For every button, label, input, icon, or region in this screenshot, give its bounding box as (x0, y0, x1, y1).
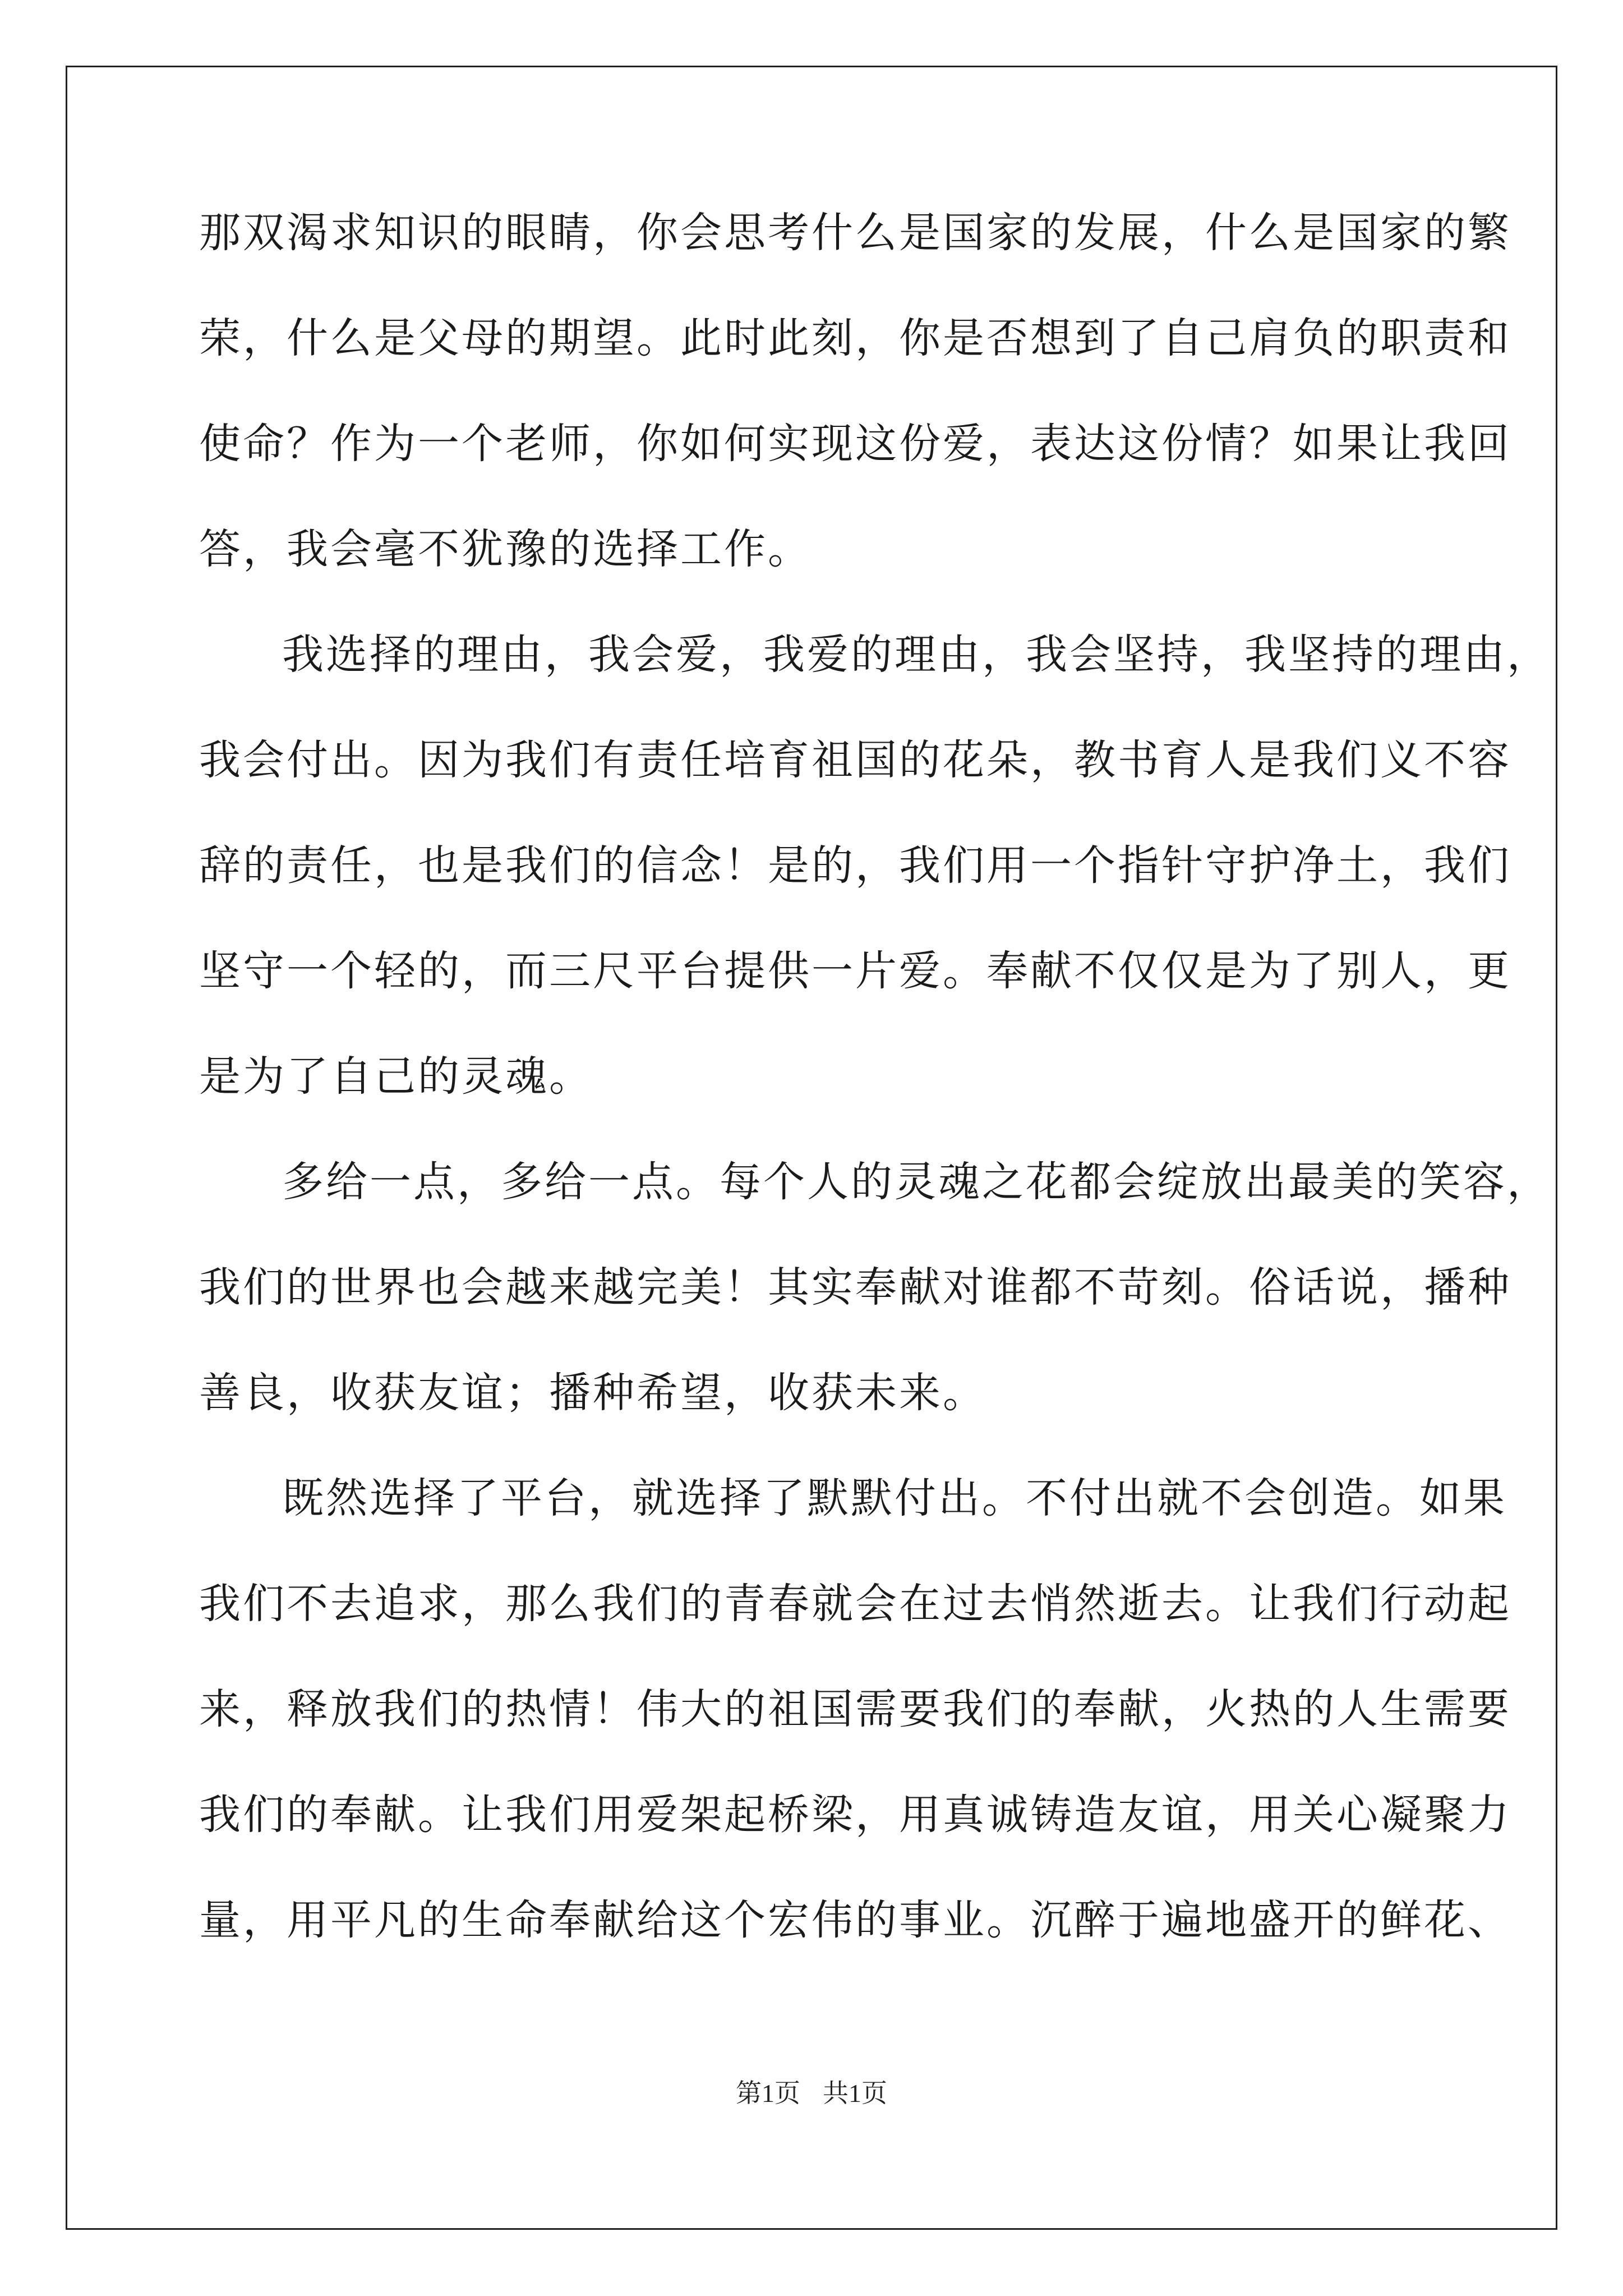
text-line: 那双渴求知识的眼睛，你会思考什么是国家的发展，什么是国家的繁 (199, 209, 1511, 257)
page-footer (0, 2073, 1623, 2110)
text-line: 量，用平凡的生命奉献给这个宏伟的事业。沉醉于遍地盛开的鲜花、 (199, 1896, 1511, 1944)
text-line: 来，释放我们的热情！伟大的祖国需要我们的奉献，火热的人生需要 (199, 1685, 1511, 1733)
text-line: 我们的世界也会越来越完美！其实奉献对谁都不苛刻。俗话说，播种 (199, 1263, 1511, 1312)
text-line: 我们不去追求，那么我们的青春就会在过去悄然逝去。让我们行动起 (199, 1580, 1511, 1628)
text-line: 我会付出。因为我们有责任培育祖国的花朵，教书育人是我们义不容 (199, 736, 1511, 784)
text-line: 是为了自己的灵魂。 (199, 1052, 593, 1101)
text-line: 坚守一个轻的，而三尺平台提供一片爱。奉献不仅仅是为了别人，更 (199, 947, 1511, 995)
text-line: 荣，什么是父母的期望。此时此刻，你是否想到了自己肩负的职责和 (199, 314, 1511, 362)
paragraph-first-line: 多给一点，多给一点。每个人的灵魂之花都会绽放出最美的笑容， (282, 1158, 1551, 1206)
text-line: 使命？作为一个老师，你如何实现这份爱，表达这份情？如果让我回 (199, 420, 1511, 468)
paragraph-first-line: 我选择的理由，我会爱，我爱的理由，我会坚持，我坚持的理由， (282, 631, 1551, 679)
text-line: 我们的奉献。让我们用爱架起桥梁，用真诚铸造友谊，用关心凝聚力 (199, 1791, 1511, 1839)
text-line: 善良，收获友谊；播种希望，收获未来。 (199, 1369, 986, 1417)
page-total: 共1页 (823, 2079, 887, 2108)
paragraph-first-line: 既然选择了平台，就选择了默默付出。不付出就不会创造。如果 (282, 1474, 1507, 1522)
text-line: 答，我会毫不犹豫的选择工作。 (199, 525, 811, 573)
page-number: 第1页 (736, 2079, 800, 2108)
text-line: 辞的责任，也是我们的信念！是的，我们用一个指针守护净土，我们 (199, 841, 1511, 890)
